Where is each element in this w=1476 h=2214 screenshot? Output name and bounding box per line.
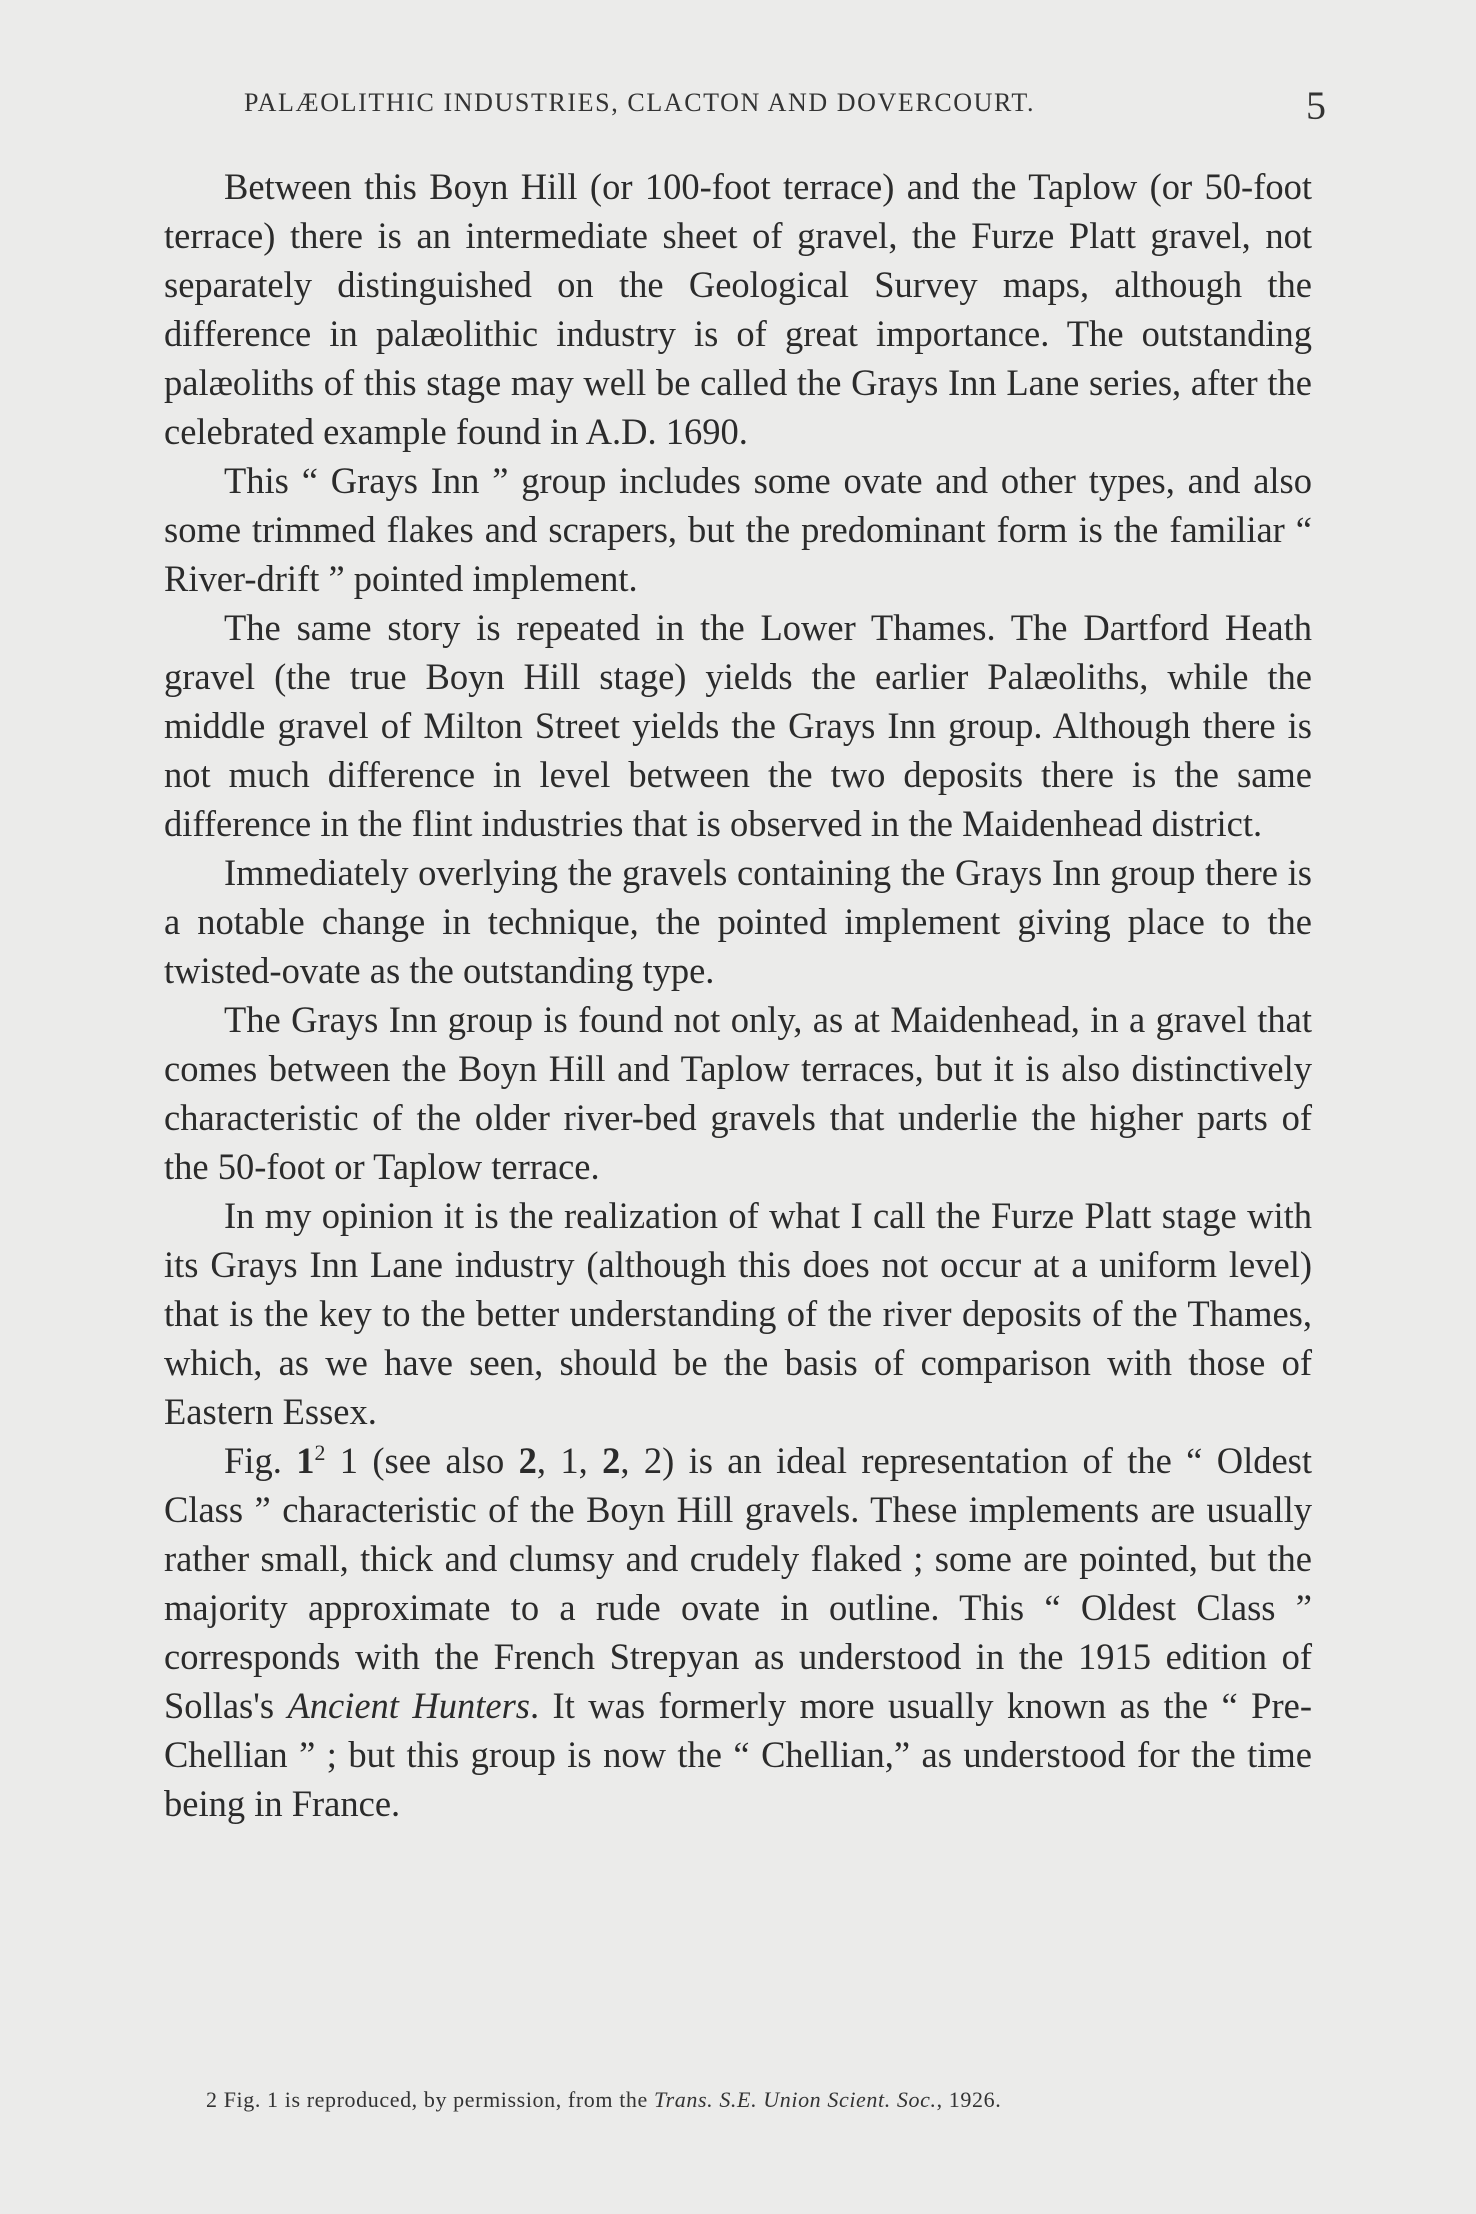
body-text xyxy=(164,162,1312,1828)
book-title: Ancient Hunters xyxy=(287,1685,530,1726)
fig-number: 1 xyxy=(296,1440,315,1481)
footnote-text-1: Fig. 1 is reproduced, by permission, from the xyxy=(217,2087,654,2112)
paragraph-4: Immediately overlying the gravels containing the Grays Inn group there is a notable change in technique, the pointed implement giving place to the twisted-ovate as the outstanding type. xyxy=(164,852,1312,991)
paragraph-5: The Grays Inn group is found not only, as at Maidenhead, in a gravel that comes between the Boyn Hill and Taplow terraces, but it is also distinctively characteristic of the older river-bed gravels that underlie the higher parts of the 50-foot or Taplow terrace. xyxy=(164,999,1312,1187)
plate-ref-a: 2 xyxy=(518,1440,537,1481)
fig-label: Fig. xyxy=(224,1440,282,1481)
footnote-reference: 2 xyxy=(314,1439,326,1465)
footnote-marker: 2 xyxy=(206,2087,218,2112)
journal-title: Trans. S.E. Union Scient. Soc. xyxy=(653,2087,937,2112)
footnote xyxy=(206,2087,1306,2113)
plate-ref-b: 2 xyxy=(602,1440,621,1481)
paragraph-7-text-2: , 1, xyxy=(536,1440,603,1481)
paragraph-7-text-4: . It was formerly more usually known as the “ Pre-Chellian ” ; but this group is now the “ Chellian,” as understood for the time being in France. xyxy=(164,1685,1312,1824)
paragraph-7-text-1: 1 (see also xyxy=(325,1440,519,1481)
page-number: 5 xyxy=(1306,83,1326,128)
paragraph-7-text-3: , 2) is an ideal representation of the “ Oldest Class ” characteristic of the Boyn Hill gravels. These implements are usually rather small, thick and clumsy and crudely flaked ; some are pointed, but the majority approximate to a rude ovate in outline. This “ Oldest Class ” corresponds with the French Strepyan as understood in the 1915 edition of Sollas's xyxy=(164,1440,1313,1726)
footnote-text-2: , 1926. xyxy=(936,2087,1002,2112)
paragraph-6: In my opinion it is the realization of what I call the Furze Platt stage with its Grays Inn Lane industry (although this does not occur at a uniform level) that is the key to the better understanding of the river deposits of the Thames, which, as we have seen, should be the basis of comparison with those of Eastern Essex. xyxy=(164,1195,1312,1432)
running-head xyxy=(244,82,1326,130)
running-title: PALÆOLITHIC INDUSTRIES, CLACTON AND DOVERCOURT. xyxy=(244,88,1036,117)
paragraph-1: Between this Boyn Hill (or 100-foot terrace) and the Taplow (or 50-foot terrace) there is an intermediate sheet of gravel, the Furze Platt gravel, not separately distinguished on the Geological Survey maps, although the difference in palæolithic industry is of great importance. The outstanding palæoliths of this stage may well be called the Grays Inn Lane series, after the celebrated example found in A.D. 1690. xyxy=(164,166,1312,452)
paragraph-2: This “ Grays Inn ” group includes some ovate and other types, and also some trimmed flakes and scrapers, but the predominant form is the familiar “ River-drift ” pointed implement. xyxy=(164,460,1312,599)
paragraph-3: The same story is repeated in the Lower Thames. The Dartford Heath gravel (the true Boyn Hill stage) yields the earlier Palæoliths, while the middle gravel of Milton Street yields the Grays Inn group. Although there is not much difference in level between the two deposits there is the same difference in the flint industries that is observed in the Maidenhead district. xyxy=(164,607,1312,844)
paragraph-7 xyxy=(164,1436,1312,1828)
